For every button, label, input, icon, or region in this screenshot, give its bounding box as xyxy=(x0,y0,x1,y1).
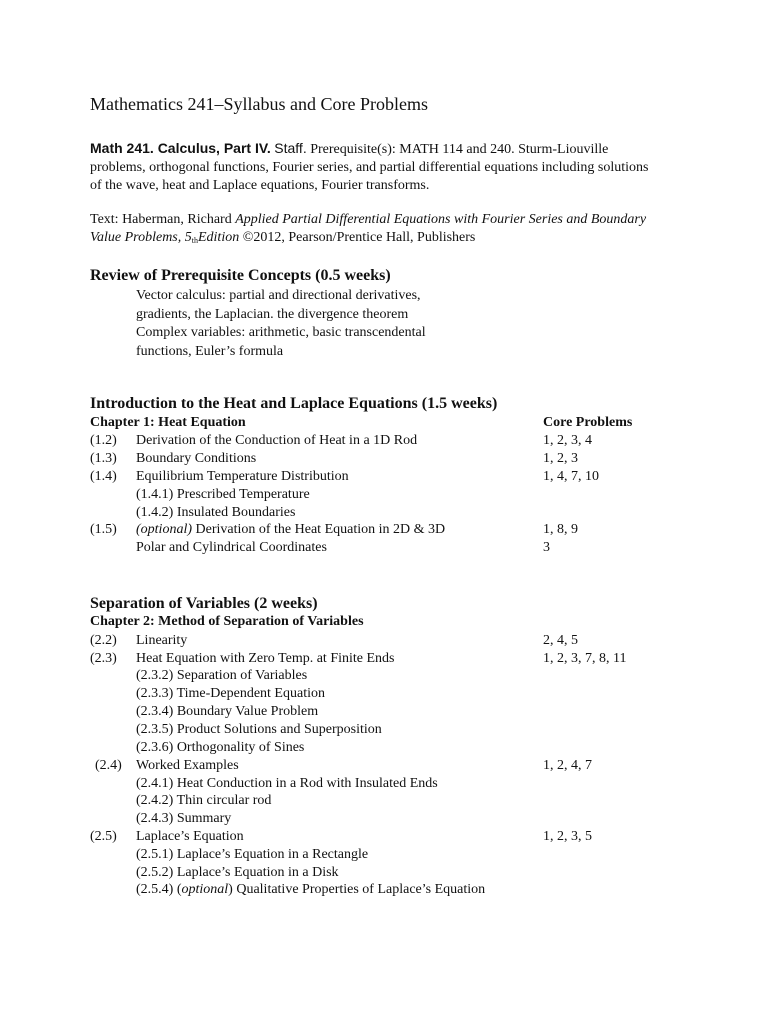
subsection-title: (2.4.3) Summary xyxy=(136,811,232,826)
section-title: Heat Equation with Zero Temp. at Finite Ends xyxy=(136,651,395,666)
review-list xyxy=(136,287,496,361)
optional-tag: optional xyxy=(181,882,229,897)
section-title: Linearity xyxy=(136,633,188,648)
table-row xyxy=(0,792,768,810)
text-lead: Text: Haberman, Richard xyxy=(90,212,232,227)
edition-suffix: th xyxy=(191,236,198,245)
table-row xyxy=(0,775,768,793)
table-row xyxy=(0,864,768,882)
review-line: gradients, the Laplacian. the divergence theorem xyxy=(136,306,409,322)
subsection-title xyxy=(136,881,485,899)
subsection-title: (2.4.1) Heat Conduction in a Rod with Insulated Ends xyxy=(136,776,438,791)
subsection-title: (2.5.1) Laplace’s Equation in a Rectangle xyxy=(136,847,369,862)
table-row xyxy=(0,757,768,775)
edition-word: Edition xyxy=(197,230,240,245)
unit1-heading: Introduction to the Heat and Laplace Equations (1.5 weeks) xyxy=(90,395,498,412)
section-number: (1.3) xyxy=(90,451,117,466)
table-row xyxy=(0,539,768,557)
subsection-title: (2.3.5) Product Solutions and Superposition xyxy=(136,722,382,737)
book-title: Applied Partial Differential Equations with Fourier Series and Boundary Value Problems xyxy=(90,212,647,245)
table-row xyxy=(0,685,768,703)
section-problems: 2, 4, 5 xyxy=(543,633,578,648)
table-row xyxy=(0,828,768,846)
table-row xyxy=(0,881,768,899)
review-line: Vector calculus: partial and directional derivatives, xyxy=(136,288,421,303)
section-title: Equilibrium Temperature Distribution xyxy=(136,469,349,484)
section-title: Boundary Conditions xyxy=(136,451,257,466)
table-row xyxy=(0,468,768,486)
section-number: (2.5) xyxy=(90,829,117,844)
course-prereq: Prerequisite(s): MATH 114 and 240. xyxy=(310,142,515,157)
review-line: functions, Euler’s formula xyxy=(136,343,284,359)
chapter2-header-row xyxy=(0,613,768,631)
table-row xyxy=(0,846,768,864)
document-title: Mathematics 241–Syllabus and Core Problems xyxy=(90,94,428,114)
publisher: ©2012, Pearson/Prentice Hall, Publishers xyxy=(242,230,476,245)
section-title: Worked Examples xyxy=(136,758,239,773)
subsection-title-text: ) Qualitative Properties of Laplace’s Equation xyxy=(228,882,486,897)
section-title: Laplace’s Equation xyxy=(136,829,244,844)
subsection-title: Polar and Cylindrical Coordinates xyxy=(136,540,327,555)
section-number: (2.3) xyxy=(90,651,117,666)
table-row xyxy=(0,632,768,650)
section-problems: 1, 2, 3, 4 xyxy=(543,433,592,448)
table-row xyxy=(0,521,768,539)
course-description xyxy=(90,139,650,195)
unit2-heading: Separation of Variables (2 weeks) xyxy=(90,595,318,612)
subsection-title: (2.5.2) Laplace’s Equation in a Disk xyxy=(136,865,339,880)
section-title: Derivation of the Conduction of Heat in a 1D Rod xyxy=(136,433,418,448)
section-number: (2.4) xyxy=(95,758,122,773)
section-number: (1.5) xyxy=(90,522,117,537)
subsection-title: (2.3.3) Time-Dependent Equation xyxy=(136,686,325,701)
section-problems: 1, 2, 3 xyxy=(543,451,578,466)
section-number: (2.2) xyxy=(90,633,117,648)
course-topics: Sturm-Liouville problems, orthogonal functions, Fourier series, and partial differential equations including solutions of the wave, heat and Laplace equations, Fourier transforms. xyxy=(90,142,649,193)
section-number: (1.4) xyxy=(90,469,117,484)
section-title xyxy=(136,521,445,539)
section-problems: 1, 2, 3, 5 xyxy=(543,829,592,844)
table-row xyxy=(0,721,768,739)
section-number: (1.2) xyxy=(90,433,117,448)
subsection-title: (2.3.2) Separation of Variables xyxy=(136,668,308,683)
table-row xyxy=(0,650,768,668)
subsection-title: (2.3.4) Boundary Value Problem xyxy=(136,704,319,719)
subsection-title: (1.4.1) Prescribed Temperature xyxy=(136,487,310,502)
table-row xyxy=(0,703,768,721)
table-row xyxy=(0,504,768,522)
chapter1-header-row xyxy=(0,414,768,432)
review-heading: Review of Prerequisite Concepts (0.5 weeks) xyxy=(90,267,391,284)
section-problems: 1, 2, 4, 7 xyxy=(543,758,592,773)
table-row xyxy=(0,667,768,685)
course-staff: Staff. xyxy=(274,140,307,156)
table-row xyxy=(0,450,768,468)
course-code-title: Math 241. Calculus, Part IV. xyxy=(90,140,271,156)
table-row xyxy=(0,739,768,757)
section-problems: 3 xyxy=(543,540,550,555)
textbook-reference: Text: Haberman, Richard Applied Partial Differential Equations with Fourier Series and Boundary Value Problems, 5thEdition ©2012, Pearson/Prentice Hall, Publishers xyxy=(90,212,647,245)
subsection-prefix: (2.5.4) ( xyxy=(136,882,182,897)
subsection-title: (2.4.2) Thin circular rod xyxy=(136,793,272,808)
table-row xyxy=(0,810,768,828)
table-row xyxy=(0,486,768,504)
section-title-text: Derivation of the Heat Equation in 2D & 3D xyxy=(192,522,446,537)
edition-number: 5 xyxy=(184,230,192,245)
chapter1-title: Chapter 1: Heat Equation xyxy=(90,415,246,430)
optional-tag: (optional) xyxy=(136,522,192,537)
section-problems: 1, 2, 3, 7, 8, 11 xyxy=(543,651,627,666)
core-problems-header: Core Problems xyxy=(543,415,633,430)
section-problems: 1, 4, 7, 10 xyxy=(543,469,599,484)
chapter2-title: Chapter 2: Method of Separation of Variables xyxy=(90,614,364,629)
review-line: Complex variables: arithmetic, basic transcendental xyxy=(136,325,426,340)
table-row xyxy=(0,432,768,450)
subsection-title: (2.3.6) Orthogonality of Sines xyxy=(136,740,305,755)
section-problems: 1, 8, 9 xyxy=(543,522,578,537)
subsection-title: (1.4.2) Insulated Boundaries xyxy=(136,505,296,520)
